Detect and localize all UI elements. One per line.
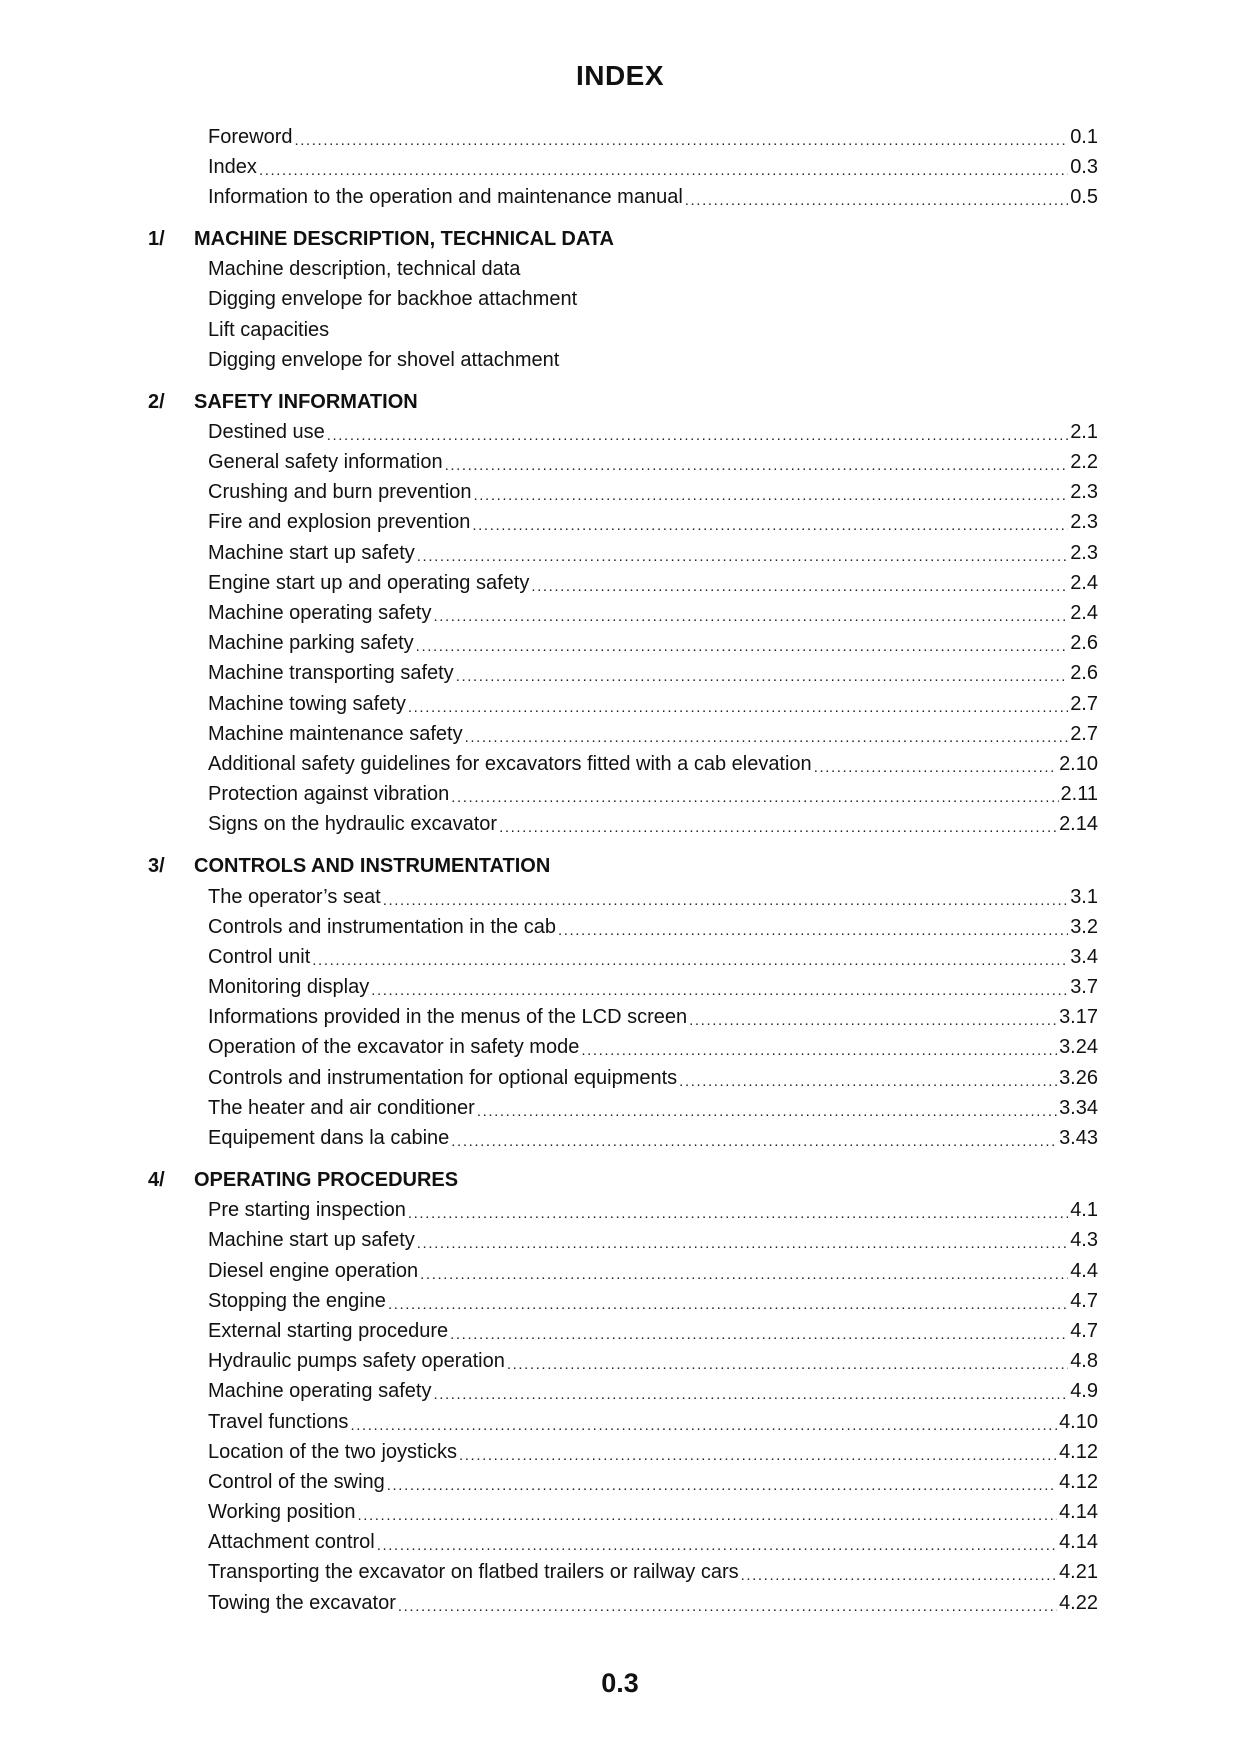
toc-entry-label: Crushing and burn prevention bbox=[208, 481, 472, 504]
toc-entry-label: Equipement dans la cabine bbox=[208, 1127, 450, 1150]
toc-entry-page: 2.11 bbox=[1060, 783, 1098, 806]
dot-leader bbox=[433, 1387, 1068, 1402]
toc-entry[interactable] bbox=[208, 315, 1098, 345]
dot-leader bbox=[312, 953, 1068, 968]
dot-leader bbox=[294, 133, 1068, 148]
dot-leader bbox=[741, 1568, 1057, 1583]
toc-entry[interactable] bbox=[208, 1377, 1098, 1407]
dot-leader bbox=[327, 428, 1068, 443]
dot-leader bbox=[558, 923, 1068, 938]
toc-entry-page: 2.4 bbox=[1070, 602, 1098, 625]
dot-leader bbox=[420, 1267, 1068, 1282]
toc-entry-page: 3.26 bbox=[1059, 1066, 1098, 1089]
toc-entry-page: 4.21 bbox=[1059, 1561, 1098, 1584]
dot-leader bbox=[507, 1357, 1068, 1372]
toc-entry-label: Information to the operation and maintenance manual bbox=[208, 185, 683, 208]
toc-entry-label: Fire and explosion prevention bbox=[208, 511, 471, 534]
dot-leader bbox=[259, 163, 1068, 178]
dot-leader bbox=[685, 193, 1068, 208]
toc-entry-label: Attachment control bbox=[208, 1531, 375, 1554]
sections-container bbox=[0, 225, 1240, 1619]
toc-entry[interactable] bbox=[208, 689, 1098, 719]
toc-entry-page: 2.3 bbox=[1070, 481, 1098, 504]
toc-entry[interactable] bbox=[208, 1033, 1098, 1063]
toc-entry-label: Digging envelope for backhoe attachment bbox=[208, 288, 578, 311]
toc-entry[interactable] bbox=[208, 973, 1098, 1003]
toc-entry-label: The heater and air conditioner bbox=[208, 1096, 475, 1119]
toc-entry[interactable] bbox=[208, 1003, 1098, 1033]
dot-leader bbox=[408, 700, 1068, 715]
dot-leader bbox=[689, 1013, 1057, 1028]
toc-entry-page: 2.10 bbox=[1059, 752, 1098, 775]
dot-leader bbox=[350, 1418, 1057, 1433]
toc-entry-page: 2.3 bbox=[1070, 541, 1098, 564]
toc-entry[interactable] bbox=[208, 152, 1098, 182]
toc-entry-label: Machine description, technical data bbox=[208, 258, 521, 281]
toc-entry-label: Controls and instrumentation for optional equipments bbox=[208, 1066, 678, 1089]
toc-entry-label: Towing the excavator bbox=[208, 1591, 396, 1614]
dot-leader bbox=[433, 609, 1068, 624]
dot-leader bbox=[472, 518, 1068, 533]
toc-entry[interactable] bbox=[208, 1286, 1098, 1316]
toc-entry-page: 4.7 bbox=[1070, 1289, 1098, 1312]
dot-leader bbox=[814, 760, 1057, 775]
dot-leader bbox=[387, 1478, 1057, 1493]
toc-entry-page: 3.24 bbox=[1059, 1036, 1098, 1059]
toc-entry-page: 4.7 bbox=[1070, 1319, 1098, 1342]
toc-entry[interactable] bbox=[208, 1347, 1098, 1377]
toc-entry-label: Destined use bbox=[208, 420, 325, 443]
toc-entry[interactable] bbox=[208, 417, 1098, 447]
section-number: 3/ bbox=[148, 855, 165, 878]
toc-entry[interactable] bbox=[208, 629, 1098, 659]
toc-entry[interactable] bbox=[208, 780, 1098, 810]
toc-entry-label: Location of the two joysticks bbox=[208, 1440, 458, 1463]
toc-entry-label: Travel functions bbox=[208, 1410, 349, 1433]
dot-leader bbox=[417, 549, 1068, 564]
toc-entry-page: 3.43 bbox=[1059, 1127, 1098, 1150]
toc-entry[interactable] bbox=[208, 538, 1098, 568]
front-matter-list bbox=[0, 122, 1240, 213]
toc-entry-label: Machine towing safety bbox=[208, 692, 406, 715]
toc-entry-page: 2.14 bbox=[1059, 813, 1098, 836]
toc-entry-page: 4.3 bbox=[1070, 1229, 1098, 1252]
toc-entry[interactable] bbox=[208, 719, 1098, 749]
section-title: CONTROLS AND INSTRUMENTATION bbox=[194, 855, 551, 878]
toc-entry-page: 2.3 bbox=[1070, 511, 1098, 534]
toc-entry-label: External starting procedure bbox=[208, 1319, 449, 1342]
toc-entry[interactable] bbox=[208, 478, 1098, 508]
dot-leader bbox=[459, 1448, 1057, 1463]
toc-entry-page: 3.1 bbox=[1070, 885, 1098, 908]
toc-entry-label: Working position bbox=[208, 1501, 356, 1524]
toc-entry[interactable] bbox=[208, 182, 1098, 212]
toc-entry-page: 4.22 bbox=[1059, 1591, 1098, 1614]
dot-leader bbox=[531, 579, 1068, 594]
toc-entry-label: Machine start up safety bbox=[208, 541, 415, 564]
toc-entry[interactable] bbox=[208, 345, 1098, 375]
toc-entry-page: 0.3 bbox=[1070, 155, 1098, 178]
dot-leader bbox=[416, 639, 1069, 654]
toc-entry-label: General safety information bbox=[208, 451, 443, 474]
toc-entry[interactable] bbox=[208, 1528, 1098, 1558]
toc-entry-page: 4.9 bbox=[1070, 1380, 1098, 1403]
toc-entry-page: 2.7 bbox=[1070, 722, 1098, 745]
toc-entry-page: 3.2 bbox=[1070, 915, 1098, 938]
dot-leader bbox=[377, 1538, 1057, 1553]
toc-entry-page: 4.12 bbox=[1059, 1470, 1098, 1493]
toc-entry[interactable] bbox=[208, 810, 1098, 840]
toc-entry-page: 2.6 bbox=[1070, 662, 1098, 685]
section-title: SAFETY INFORMATION bbox=[194, 390, 418, 413]
toc-entry[interactable] bbox=[208, 1256, 1098, 1286]
dot-leader bbox=[450, 1327, 1068, 1342]
toc-entry-label: Machine start up safety bbox=[208, 1229, 415, 1252]
section-number: 2/ bbox=[148, 390, 165, 413]
toc-entry-page: 0.5 bbox=[1070, 185, 1098, 208]
toc-entry[interactable] bbox=[208, 1437, 1098, 1467]
toc-entry-label: Machine transporting safety bbox=[208, 662, 454, 685]
section-heading[interactable] bbox=[148, 1166, 1240, 1196]
dot-leader bbox=[679, 1074, 1057, 1089]
toc-entry-label: Lift capacities bbox=[208, 318, 330, 341]
toc-entry-label: Machine parking safety bbox=[208, 632, 414, 655]
toc-entry[interactable] bbox=[208, 912, 1098, 942]
section-heading[interactable] bbox=[148, 387, 1240, 417]
section-heading[interactable] bbox=[148, 852, 1240, 882]
toc-entry-page: 3.34 bbox=[1059, 1096, 1098, 1119]
toc-entry[interactable] bbox=[208, 568, 1098, 598]
dot-leader bbox=[451, 1134, 1057, 1149]
toc-entry[interactable] bbox=[208, 749, 1098, 779]
toc-entry-page: 3.17 bbox=[1059, 1006, 1098, 1029]
toc-entry[interactable] bbox=[208, 659, 1098, 689]
toc-entry-page: 2.7 bbox=[1070, 692, 1098, 715]
toc-entry[interactable] bbox=[208, 285, 1098, 315]
toc-entry-label: Monitoring display bbox=[208, 976, 370, 999]
toc-entry-page: 4.8 bbox=[1070, 1350, 1098, 1373]
toc-entry-label: Signs on the hydraulic excavator bbox=[208, 813, 498, 836]
toc-entry[interactable] bbox=[208, 1093, 1098, 1123]
toc-entry-page: 4.4 bbox=[1070, 1259, 1098, 1282]
toc-entry-page: 2.4 bbox=[1070, 571, 1098, 594]
toc-entry-label: Transporting the excavator on flatbed trailers or railway cars bbox=[208, 1561, 739, 1584]
toc-entry[interactable] bbox=[208, 1467, 1098, 1497]
toc-entry-page: 4.1 bbox=[1070, 1199, 1098, 1222]
page-number: 0.3 bbox=[601, 1668, 639, 1698]
section-number: 1/ bbox=[148, 228, 165, 251]
toc-entry[interactable] bbox=[208, 1196, 1098, 1226]
toc-entry-label: Hydraulic pumps safety operation bbox=[208, 1350, 505, 1373]
dot-leader bbox=[451, 790, 1058, 805]
dot-leader bbox=[477, 1104, 1057, 1119]
toc-entry-label: Foreword bbox=[208, 125, 293, 148]
toc-entry-label: Machine maintenance safety bbox=[208, 722, 463, 745]
dot-leader bbox=[581, 1043, 1057, 1058]
dot-leader bbox=[371, 983, 1068, 998]
toc-entry[interactable] bbox=[208, 1588, 1098, 1618]
toc-entry[interactable] bbox=[208, 508, 1098, 538]
section-title: MACHINE DESCRIPTION, TECHNICAL DATA bbox=[194, 228, 614, 251]
toc-entry-label: Control of the swing bbox=[208, 1470, 385, 1493]
toc-entry-page: 4.10 bbox=[1059, 1410, 1098, 1433]
toc-entry[interactable] bbox=[208, 448, 1098, 478]
toc-entry[interactable] bbox=[208, 255, 1098, 285]
toc-entry[interactable] bbox=[208, 1063, 1098, 1093]
toc-entry-page: 2.6 bbox=[1070, 632, 1098, 655]
dot-leader bbox=[357, 1508, 1057, 1523]
toc-entry-page: 0.1 bbox=[1070, 125, 1098, 148]
dot-leader bbox=[398, 1599, 1057, 1614]
dot-leader bbox=[499, 820, 1057, 835]
toc-entry[interactable] bbox=[208, 1498, 1098, 1528]
dot-leader bbox=[408, 1206, 1068, 1221]
section-title: OPERATING PROCEDURES bbox=[194, 1169, 459, 1192]
toc-entry[interactable] bbox=[208, 122, 1098, 152]
toc-entry-label: Additional safety guidelines for excavators fitted with a cab elevation bbox=[208, 752, 812, 775]
toc-entry-page: 4.14 bbox=[1059, 1531, 1098, 1554]
toc-entry-label: Machine operating safety bbox=[208, 602, 432, 625]
page-title: INDEX bbox=[575, 60, 665, 91]
toc-entry-label: Index bbox=[208, 155, 257, 178]
toc-entry-label: Protection against vibration bbox=[208, 783, 450, 806]
toc-entry-label: Digging envelope for shovel attachment bbox=[208, 348, 560, 371]
toc-entry-label: Stopping the engine bbox=[208, 1289, 386, 1312]
toc-entry-label: Pre starting inspection bbox=[208, 1199, 406, 1222]
toc-entry[interactable] bbox=[208, 1123, 1098, 1153]
toc-entry-page: 3.4 bbox=[1070, 945, 1098, 968]
toc-entry-label: Operation of the excavator in safety mode bbox=[208, 1036, 580, 1059]
toc-entry-label: The operator’s seat bbox=[208, 885, 381, 908]
toc-entry-label: Controls and instrumentation in the cab bbox=[208, 915, 556, 938]
section-number: 4/ bbox=[148, 1169, 165, 1192]
section-heading[interactable] bbox=[148, 225, 1240, 255]
toc-entry-page: 4.12 bbox=[1059, 1440, 1098, 1463]
toc-entry-label: Diesel engine operation bbox=[208, 1259, 419, 1282]
toc-entry-label: Control unit bbox=[208, 945, 311, 968]
dot-leader bbox=[383, 893, 1068, 908]
toc-entry[interactable] bbox=[208, 1558, 1098, 1588]
dot-leader bbox=[474, 488, 1069, 503]
dot-leader bbox=[465, 730, 1069, 745]
toc-entry-page: 2.2 bbox=[1070, 451, 1098, 474]
toc-entry-label: Machine operating safety bbox=[208, 1380, 432, 1403]
dot-leader bbox=[456, 669, 1069, 684]
table-of-contents bbox=[0, 122, 1240, 1618]
toc-entry-label: Engine start up and operating safety bbox=[208, 571, 530, 594]
toc-entry-page: 4.14 bbox=[1059, 1501, 1098, 1524]
toc-entry[interactable] bbox=[208, 1226, 1098, 1256]
toc-entry[interactable] bbox=[208, 1316, 1098, 1346]
toc-entry[interactable] bbox=[208, 882, 1098, 912]
toc-entry-page: 2.1 bbox=[1070, 420, 1098, 443]
toc-entry-page: 3.7 bbox=[1070, 976, 1098, 999]
toc-entry-label: Informations provided in the menus of the LCD screen bbox=[208, 1006, 688, 1029]
toc-entry[interactable] bbox=[208, 1407, 1098, 1437]
toc-entry[interactable] bbox=[208, 942, 1098, 972]
dot-leader bbox=[417, 1236, 1068, 1251]
dot-leader bbox=[388, 1297, 1068, 1312]
dot-leader bbox=[445, 458, 1069, 473]
toc-entry[interactable] bbox=[208, 598, 1098, 628]
